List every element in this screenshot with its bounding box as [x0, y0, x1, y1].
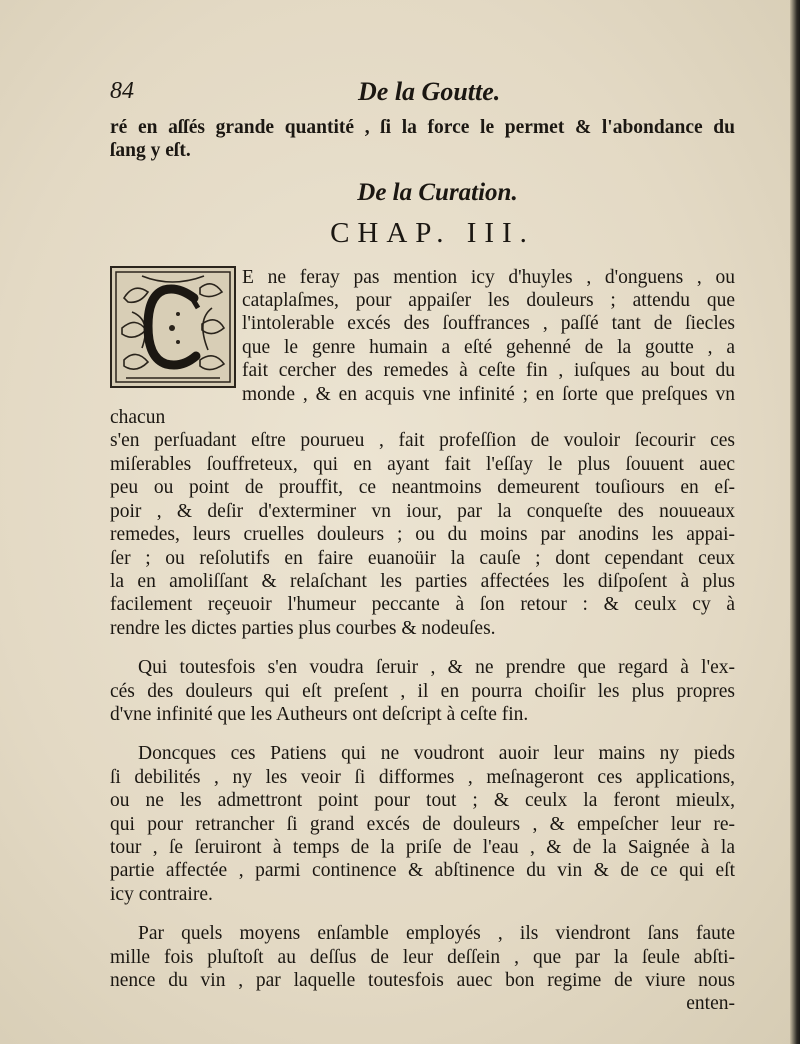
section-title: De la Curation.	[357, 178, 518, 206]
chapter-title: CHAP. III.	[330, 217, 535, 250]
text-line: remedes, leurs cruelles douleurs ; ou du moins par anodins les appai-	[110, 524, 735, 546]
text-line: mille fois pluſtoſt au deſſus de leur deſſein , que par la ſeule abſti-	[110, 946, 735, 968]
text-line: peu ou point de prouffit, ce neantmoins demeurent touſiours en eſ-	[110, 477, 735, 499]
text-line: ré en aſſés grande quantité , ſi la force le permet & l'abondance du	[110, 117, 735, 138]
text-line: rendre les dictes parties plus courbes & nodeuſes.	[110, 617, 496, 639]
text-line: icy contraire.	[110, 883, 213, 905]
text-line: tour , ſe ſeruiront à temps de la priſe de l'eau , & de la Saignée à la	[110, 836, 735, 858]
text-line: que le genre humain a eſté gehenné de la goutte , a	[242, 336, 735, 358]
paragraph-3	[110, 742, 735, 906]
text-line: fait cercher des remedes à ceſte fin , iuſques au bout du	[242, 360, 735, 382]
running-header	[110, 77, 735, 116]
ornate-letter-c-icon	[110, 266, 236, 388]
text-line: Par quels moyens enſamble employés , ils viendront ſans faute	[138, 923, 735, 945]
page-number: 84	[110, 78, 134, 104]
text-line: Qui toutesfois s'en voudra ſeruir , & ne prendre que regard à l'ex-	[138, 657, 735, 679]
text-line: Doncques ces Patiens qui ne voudront auoir leur mains ny pieds	[138, 743, 735, 765]
page-edge-shadow	[790, 0, 800, 1044]
text-line: partie affectée , parmi continence & abſtinence du vin & de ce qui eſt	[110, 860, 735, 882]
paragraph-4	[110, 922, 735, 1016]
text-line: poir , & deſir d'exterminer vn iour, par la conqueſte des nouueaux	[110, 500, 735, 522]
text-line: cés des douleurs qui eſt preſent , il en pourra choiſir les plus propres	[110, 680, 735, 702]
catchword: enten-	[686, 993, 735, 1015]
text-line: qui pour retrancher ſi grand excés de douleurs , & empeſcher leur re-	[110, 813, 735, 835]
text-line: cataplaſmes, pour appaiſer les douleurs ; attendu que	[242, 290, 735, 312]
text-line: s'en perſuadant eſtre pourueu , fait profeſſion de vouloir ſecourir ces	[110, 430, 735, 452]
text-line: monde , & en acquis vne infinité ; en ſorte que preſques vn chacun	[110, 383, 735, 429]
text-line: ſi debilités , ny les veoir ſi difformes , meſnageront ces applications,	[110, 766, 735, 788]
text-line: miſerables ſouffreteux, qui en ayant fait l'eſſay le plus ſouuent auec	[110, 453, 735, 475]
text-line: facilement reçeuoir l'humeur peccante à ſon retour : & ceulx cy à	[110, 594, 735, 616]
running-title: De la Goutte.	[358, 77, 501, 106]
text-line: l'intolerable excés des ſouffrances , paſſé tant de ſiecles	[242, 313, 735, 335]
text-line: la en amoliſſant & relaſchant les parties affectées les diſpoſent à plus	[110, 570, 735, 592]
text-line: ſer ; ou reſolutifs en faire euanoüir la cauſe ; dont cependant ceux	[110, 547, 735, 569]
text-line: d'vne infinité que les Autheurs ont deſcript à ceſte fin.	[110, 703, 529, 725]
text-line: E ne feray pas mention icy d'huyles , d'onguens , ou	[242, 266, 735, 288]
page-text	[110, 77, 735, 1016]
continuation-text	[110, 116, 735, 163]
paragraph-1	[110, 266, 735, 641]
text-line: ou ne les admettront point pour tout ; & ceulx la feront mieulx,	[110, 790, 735, 812]
paragraph-2	[110, 656, 735, 726]
text-line: nence du vin , par laquelle toutesfois auec bon regime de viure nous	[110, 970, 735, 991]
text-line: ſang y eſt.	[110, 140, 191, 162]
